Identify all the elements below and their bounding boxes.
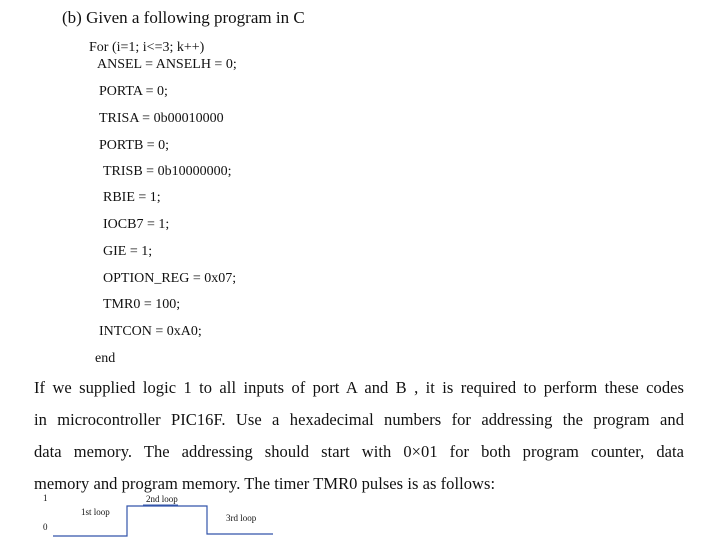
timing-loop1-label: 1st loop bbox=[81, 507, 110, 517]
code-line-tmr0: TMR0 = 100; bbox=[103, 297, 181, 312]
code-line-portb: PORTB = 0; bbox=[99, 138, 170, 153]
code-line-intcon: INTCON = 0xA0; bbox=[99, 324, 202, 339]
paragraph-line-4: memory and program memory. The timer TMR0 pulses is as follows: bbox=[34, 474, 496, 493]
code-line-porta: PORTA = 0; bbox=[99, 84, 168, 99]
paragraph-line-2: in microcontroller PIC16F. Use a hexadecimal numbers for addressing the program and bbox=[34, 410, 684, 429]
code-line-gie: GIE = 1; bbox=[103, 244, 153, 259]
code-line-iocb7: IOCB7 = 1; bbox=[103, 217, 170, 232]
timing-level-low-label: 0 bbox=[43, 522, 48, 532]
paragraph-line-1: If we supplied logic 1 to all inputs of port A and B , it is required to perform these codes bbox=[34, 378, 684, 397]
code-line-ansel: ANSEL = ANSELH = 0; bbox=[97, 57, 237, 72]
timing-level-high-label: 1 bbox=[43, 493, 48, 503]
timing-loop3-label: 3rd loop bbox=[226, 513, 257, 523]
timing-loop2-label: 2nd loop bbox=[146, 494, 178, 504]
question-heading: (b) Given a following program in C bbox=[62, 8, 305, 27]
code-line-trisb: TRISB = 0b10000000; bbox=[103, 164, 232, 179]
code-line-rbie: RBIE = 1; bbox=[103, 190, 161, 205]
code-line-trisa: TRISA = 0b00010000 bbox=[99, 111, 224, 126]
code-line-option-reg: OPTION_REG = 0x07; bbox=[103, 271, 237, 286]
code-line-for-loop: For (i=1; i<=3; k++) bbox=[89, 40, 205, 55]
paragraph-line-3: data memory. The addressing should start with 0×01 for both program counter, data bbox=[34, 442, 684, 461]
pulse-waveform-line bbox=[53, 506, 273, 536]
code-line-end: end bbox=[95, 351, 116, 366]
